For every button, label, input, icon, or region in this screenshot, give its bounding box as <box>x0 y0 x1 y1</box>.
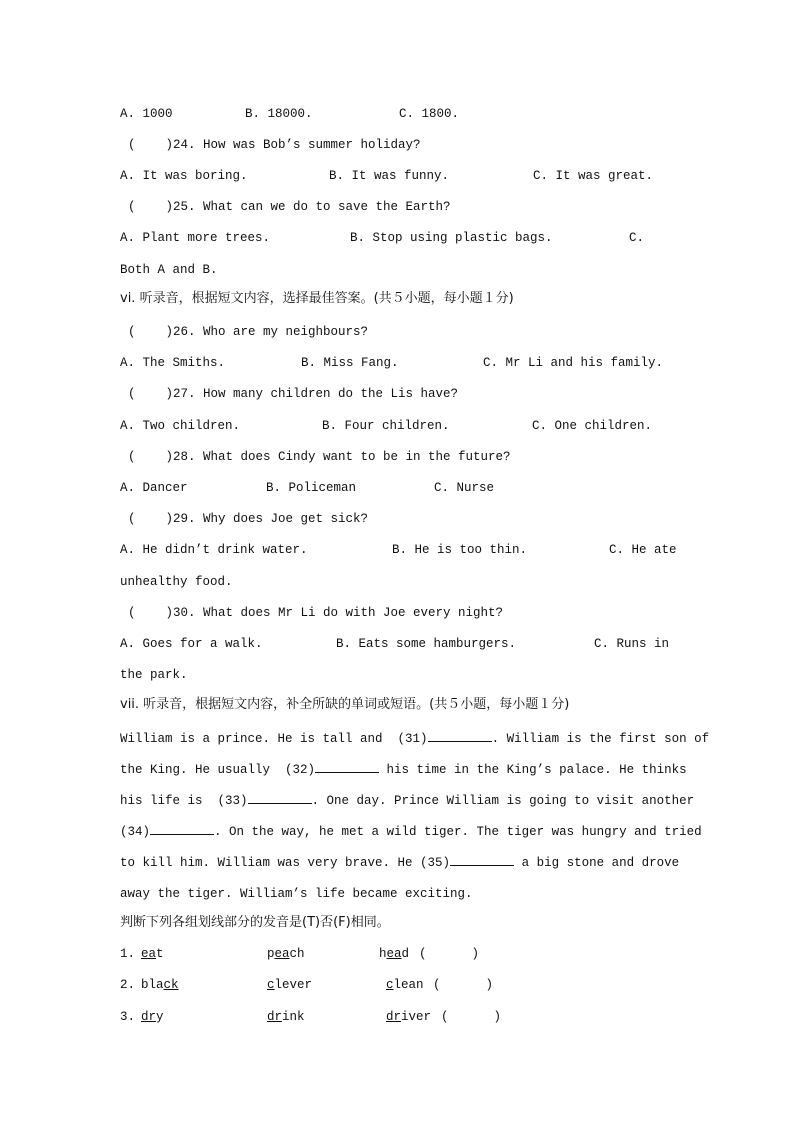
q28-stem: ( )28. What does Cindy want to be in the future? <box>128 450 511 464</box>
phonics-2-word-3: clean <box>386 978 424 992</box>
phonics-1-word-3: head <box>379 947 410 961</box>
q23-option-b: B. 18000. <box>245 107 313 121</box>
phonics-2-word-2: clever <box>267 978 313 992</box>
q30-option-c: C. Runs in <box>594 637 670 651</box>
q27-stem: ( )27. How many children do the Lis have? <box>128 387 459 401</box>
q29-option-c-cont: unhealthy food. <box>120 575 233 589</box>
q25-option-c: C. <box>629 231 645 245</box>
blank-31[interactable] <box>428 730 492 742</box>
q26-stem: ( )26. Who are my neighbours? <box>128 325 369 339</box>
section-vi-title: vi. 听录音，根据短文内容，选择最佳答案。(共５小题，每小题１分) <box>120 291 514 306</box>
q27-option-b: B. Four children. <box>322 419 450 433</box>
q26-option-a: A. The Smiths. <box>120 356 226 370</box>
q29-stem: ( )29. Why does Joe get sick? <box>128 512 369 526</box>
q30-stem: ( )30. What does Mr Li do with Joe every night? <box>128 606 504 620</box>
q30-option-b: B. Eats some hamburgers. <box>336 637 517 651</box>
q25-option-b: B. Stop using plastic bags. <box>350 231 553 245</box>
phonics-1-answer[interactable]: ( ) <box>419 947 480 961</box>
passage-line-5: to kill him. William was very brave. He (35) a big stone and drove <box>120 856 680 870</box>
q25-option-a: A. Plant more trees. <box>120 231 271 245</box>
passage-line-2: the King. He usually (32) his time in the King’s palace. He thinks <box>120 763 687 777</box>
q26-option-b: B. Miss Fang. <box>301 356 399 370</box>
q27-option-a: A. Two children. <box>120 419 241 433</box>
phonics-3-word-3: driver <box>386 1010 432 1024</box>
q28-option-c: C. Nurse <box>434 481 495 495</box>
passage-line-6: away the tiger. William’s life became exciting. <box>120 887 473 901</box>
q30-option-a: A. Goes for a walk. <box>120 637 263 651</box>
q29-option-b: B. He is too thin. <box>392 543 528 557</box>
phonics-1-num: 1. <box>120 947 136 961</box>
q23-option-a: A. 1000 <box>120 107 173 121</box>
phonics-3-num: 3. <box>120 1010 136 1024</box>
blank-35[interactable] <box>450 854 514 866</box>
passage-line-3: his life is (33) . One day. Prince William is going to visit another <box>120 794 695 808</box>
phonics-3-answer[interactable]: ( ) <box>441 1010 502 1024</box>
passage-line-4: (34) . On the way, he met a wild tiger. The tiger was hungry and tried <box>120 825 702 839</box>
section-vii-title: vii. 听录音，根据短文内容，补全所缺的单词或短语。(共５小题，每小题１分) <box>120 697 570 712</box>
phonics-1-word-2: peach <box>267 947 305 961</box>
q28-option-b: B. Policeman <box>266 481 357 495</box>
q24-stem: ( )24. How was Bob’s summer holiday? <box>128 138 421 152</box>
blank-32[interactable] <box>315 761 379 773</box>
q29-option-a: A. He didn’t drink water. <box>120 543 308 557</box>
section-phonics-title: 判断下列各组划线部分的发音是(T)否(F)相同。 <box>120 915 390 930</box>
phonics-2-num: 2. <box>120 978 136 992</box>
q24-option-b: B. It was funny. <box>329 169 450 183</box>
passage-line-1: William is a prince. He is tall and (31) . William is the first son of <box>120 732 710 746</box>
q30-option-c-cont: the park. <box>120 668 188 682</box>
q25-option-c-cont: Both A and B. <box>120 263 218 277</box>
q25-stem: ( )25. What can we do to save the Earth? <box>128 200 451 214</box>
q27-option-c: C. One children. <box>532 419 653 433</box>
phonics-3-word-1: dry <box>141 1010 164 1024</box>
phonics-2-answer[interactable]: ( ) <box>433 978 494 992</box>
phonics-2-word-1: black <box>141 978 179 992</box>
q26-option-c: C. Mr Li and his family. <box>483 356 664 370</box>
q28-option-a: A. Dancer <box>120 481 188 495</box>
q24-option-c: C. It was great. <box>533 169 654 183</box>
q24-option-a: A. It was boring. <box>120 169 248 183</box>
phonics-3-word-2: drink <box>267 1010 305 1024</box>
q29-option-c: C. He ate <box>609 543 677 557</box>
phonics-1-word-1: eat <box>141 947 164 961</box>
q23-option-c: C. 1800. <box>399 107 460 121</box>
blank-33[interactable] <box>248 792 312 804</box>
blank-34[interactable] <box>150 823 214 835</box>
